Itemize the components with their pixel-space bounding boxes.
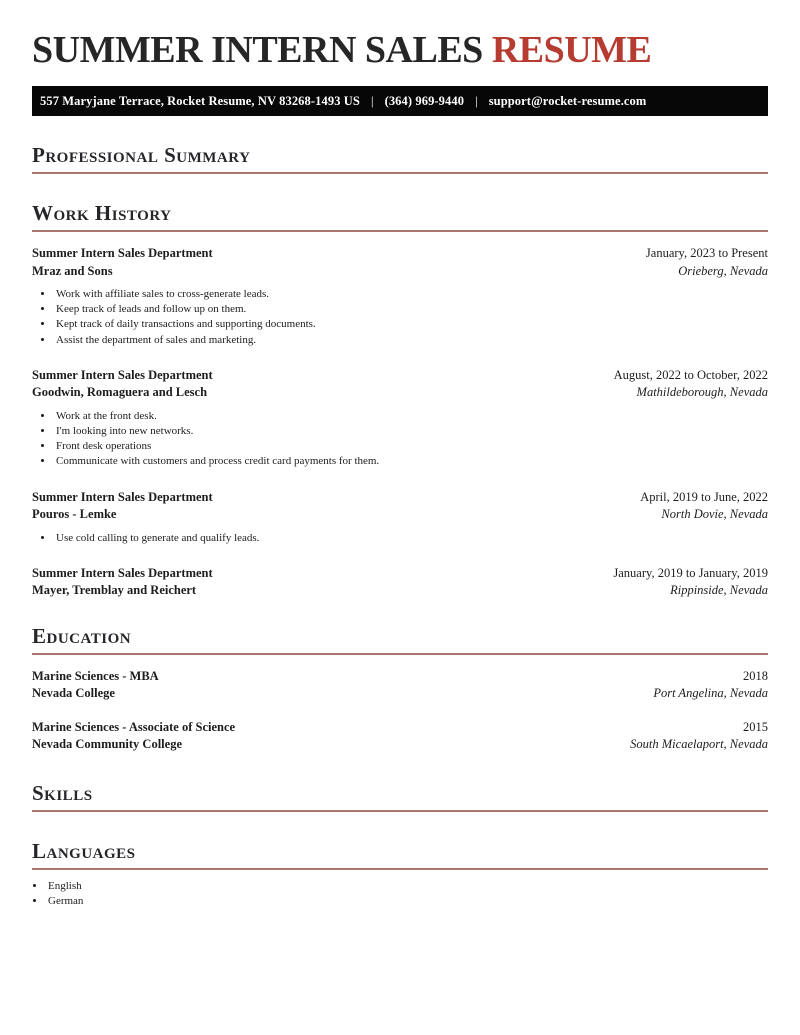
job-location: North Dovie, Nevada bbox=[661, 507, 768, 522]
work-entry-title-row bbox=[32, 367, 768, 385]
section-rule bbox=[32, 230, 768, 232]
languages-list bbox=[32, 879, 768, 909]
job-duties-list bbox=[32, 287, 768, 348]
job-dates: January, 2023 to Present bbox=[645, 246, 768, 260]
section-rule bbox=[32, 868, 768, 870]
skills-heading: Skills bbox=[32, 780, 93, 805]
resume-title bbox=[32, 28, 768, 72]
section-rule bbox=[32, 653, 768, 655]
section-languages bbox=[32, 839, 768, 909]
job-location: Orieberg, Nevada bbox=[678, 263, 768, 278]
language-item: • English bbox=[46, 879, 768, 894]
work-entry-company-row bbox=[32, 384, 768, 402]
education-degree-row bbox=[32, 719, 768, 737]
section-skills bbox=[32, 781, 768, 812]
resume-title-main: SUMMER INTERN SALES bbox=[32, 29, 483, 71]
work-entry bbox=[32, 245, 768, 348]
job-duties-list bbox=[32, 531, 768, 546]
bullet-item: • Work with affiliate sales to cross-generate leads. bbox=[54, 287, 768, 302]
degree-name: Marine Sciences - MBA bbox=[32, 668, 159, 683]
job-title: Summer Intern Sales Department bbox=[32, 367, 213, 382]
bullet-item: • Communicate with customers and process credit card payments for them. bbox=[54, 454, 768, 469]
work-entry bbox=[32, 565, 768, 600]
education-school-row bbox=[32, 736, 768, 754]
job-title: Summer Intern Sales Department bbox=[32, 489, 213, 504]
bullet-item: • Assist the department of sales and marketing. bbox=[54, 333, 768, 348]
work-entry-title-row bbox=[32, 245, 768, 263]
work-entry-company-row bbox=[32, 582, 768, 600]
graduation-year: 2018 bbox=[743, 668, 768, 683]
education-degree-row bbox=[32, 668, 768, 686]
degree-name: Marine Sciences - Associate of Science bbox=[32, 719, 236, 734]
bullet-item: • Front desk operations bbox=[54, 439, 768, 454]
work-entry-company-row bbox=[32, 506, 768, 524]
school-name: Nevada Community College bbox=[32, 737, 182, 752]
bullet-item: • Use cold calling to generate and qualify leads. bbox=[54, 531, 768, 546]
contact-email: support@rocket-resume.com bbox=[488, 93, 647, 108]
company-name: Mraz and Sons bbox=[32, 263, 113, 278]
job-title: Summer Intern Sales Department bbox=[32, 246, 213, 260]
job-dates: August, 2022 to October, 2022 bbox=[613, 367, 768, 382]
work-entry-company-row bbox=[32, 263, 768, 281]
contact-phone: (364) 969-9440 bbox=[384, 93, 465, 108]
section-work-history bbox=[32, 201, 768, 600]
job-title: Summer Intern Sales Department bbox=[32, 565, 213, 580]
contact-address: 557 Maryjane Terrace, Rocket Resume, NV 83268-1493 US bbox=[40, 93, 360, 108]
resume-header bbox=[32, 28, 768, 116]
bullet-item: • Keep track of leads and follow up on them. bbox=[54, 302, 768, 317]
company-name: Mayer, Tremblay and Reichert bbox=[32, 583, 197, 598]
bullet-item: • Kept track of daily transactions and supporting documents. bbox=[54, 317, 768, 332]
work-entry-title-row bbox=[32, 489, 768, 507]
section-education bbox=[32, 624, 768, 754]
section-rule bbox=[32, 172, 768, 174]
language-item: • German bbox=[46, 894, 768, 909]
company-name: Goodwin, Romaguera and Lesch bbox=[32, 385, 208, 400]
bullet-item: • I'm looking into new networks. bbox=[54, 424, 768, 439]
resume-title-accent: RESUME bbox=[491, 29, 652, 71]
job-dates: April, 2019 to June, 2022 bbox=[640, 489, 768, 504]
job-dates: January, 2019 to January, 2019 bbox=[613, 565, 768, 580]
section-professional-summary bbox=[32, 143, 768, 174]
contact-separator: | bbox=[475, 93, 478, 108]
languages-heading: Languages bbox=[32, 838, 136, 863]
job-duties-list bbox=[32, 409, 768, 470]
section-rule bbox=[32, 810, 768, 812]
school-name: Nevada College bbox=[32, 686, 115, 701]
work-history-heading: Work History bbox=[32, 201, 172, 225]
school-location: Port Angelina, Nevada bbox=[653, 686, 768, 701]
work-entry bbox=[32, 367, 768, 470]
contact-separator: | bbox=[370, 93, 374, 108]
school-location: South Micaelaport, Nevada bbox=[630, 737, 768, 752]
bullet-item: • Work at the front desk. bbox=[54, 409, 768, 424]
work-entry bbox=[32, 489, 768, 546]
job-location: Rippinside, Nevada bbox=[670, 583, 768, 598]
education-heading: Education bbox=[32, 623, 132, 648]
work-entry-title-row bbox=[32, 565, 768, 583]
graduation-year: 2015 bbox=[743, 719, 768, 734]
education-entry bbox=[32, 719, 768, 754]
education-entry bbox=[32, 668, 768, 703]
education-school-row bbox=[32, 685, 768, 703]
company-name: Pouros - Lemke bbox=[32, 507, 117, 522]
professional-summary-heading: Professional Summary bbox=[32, 143, 251, 167]
contact-bar bbox=[32, 86, 768, 116]
job-location: Mathildeborough, Nevada bbox=[636, 385, 768, 400]
